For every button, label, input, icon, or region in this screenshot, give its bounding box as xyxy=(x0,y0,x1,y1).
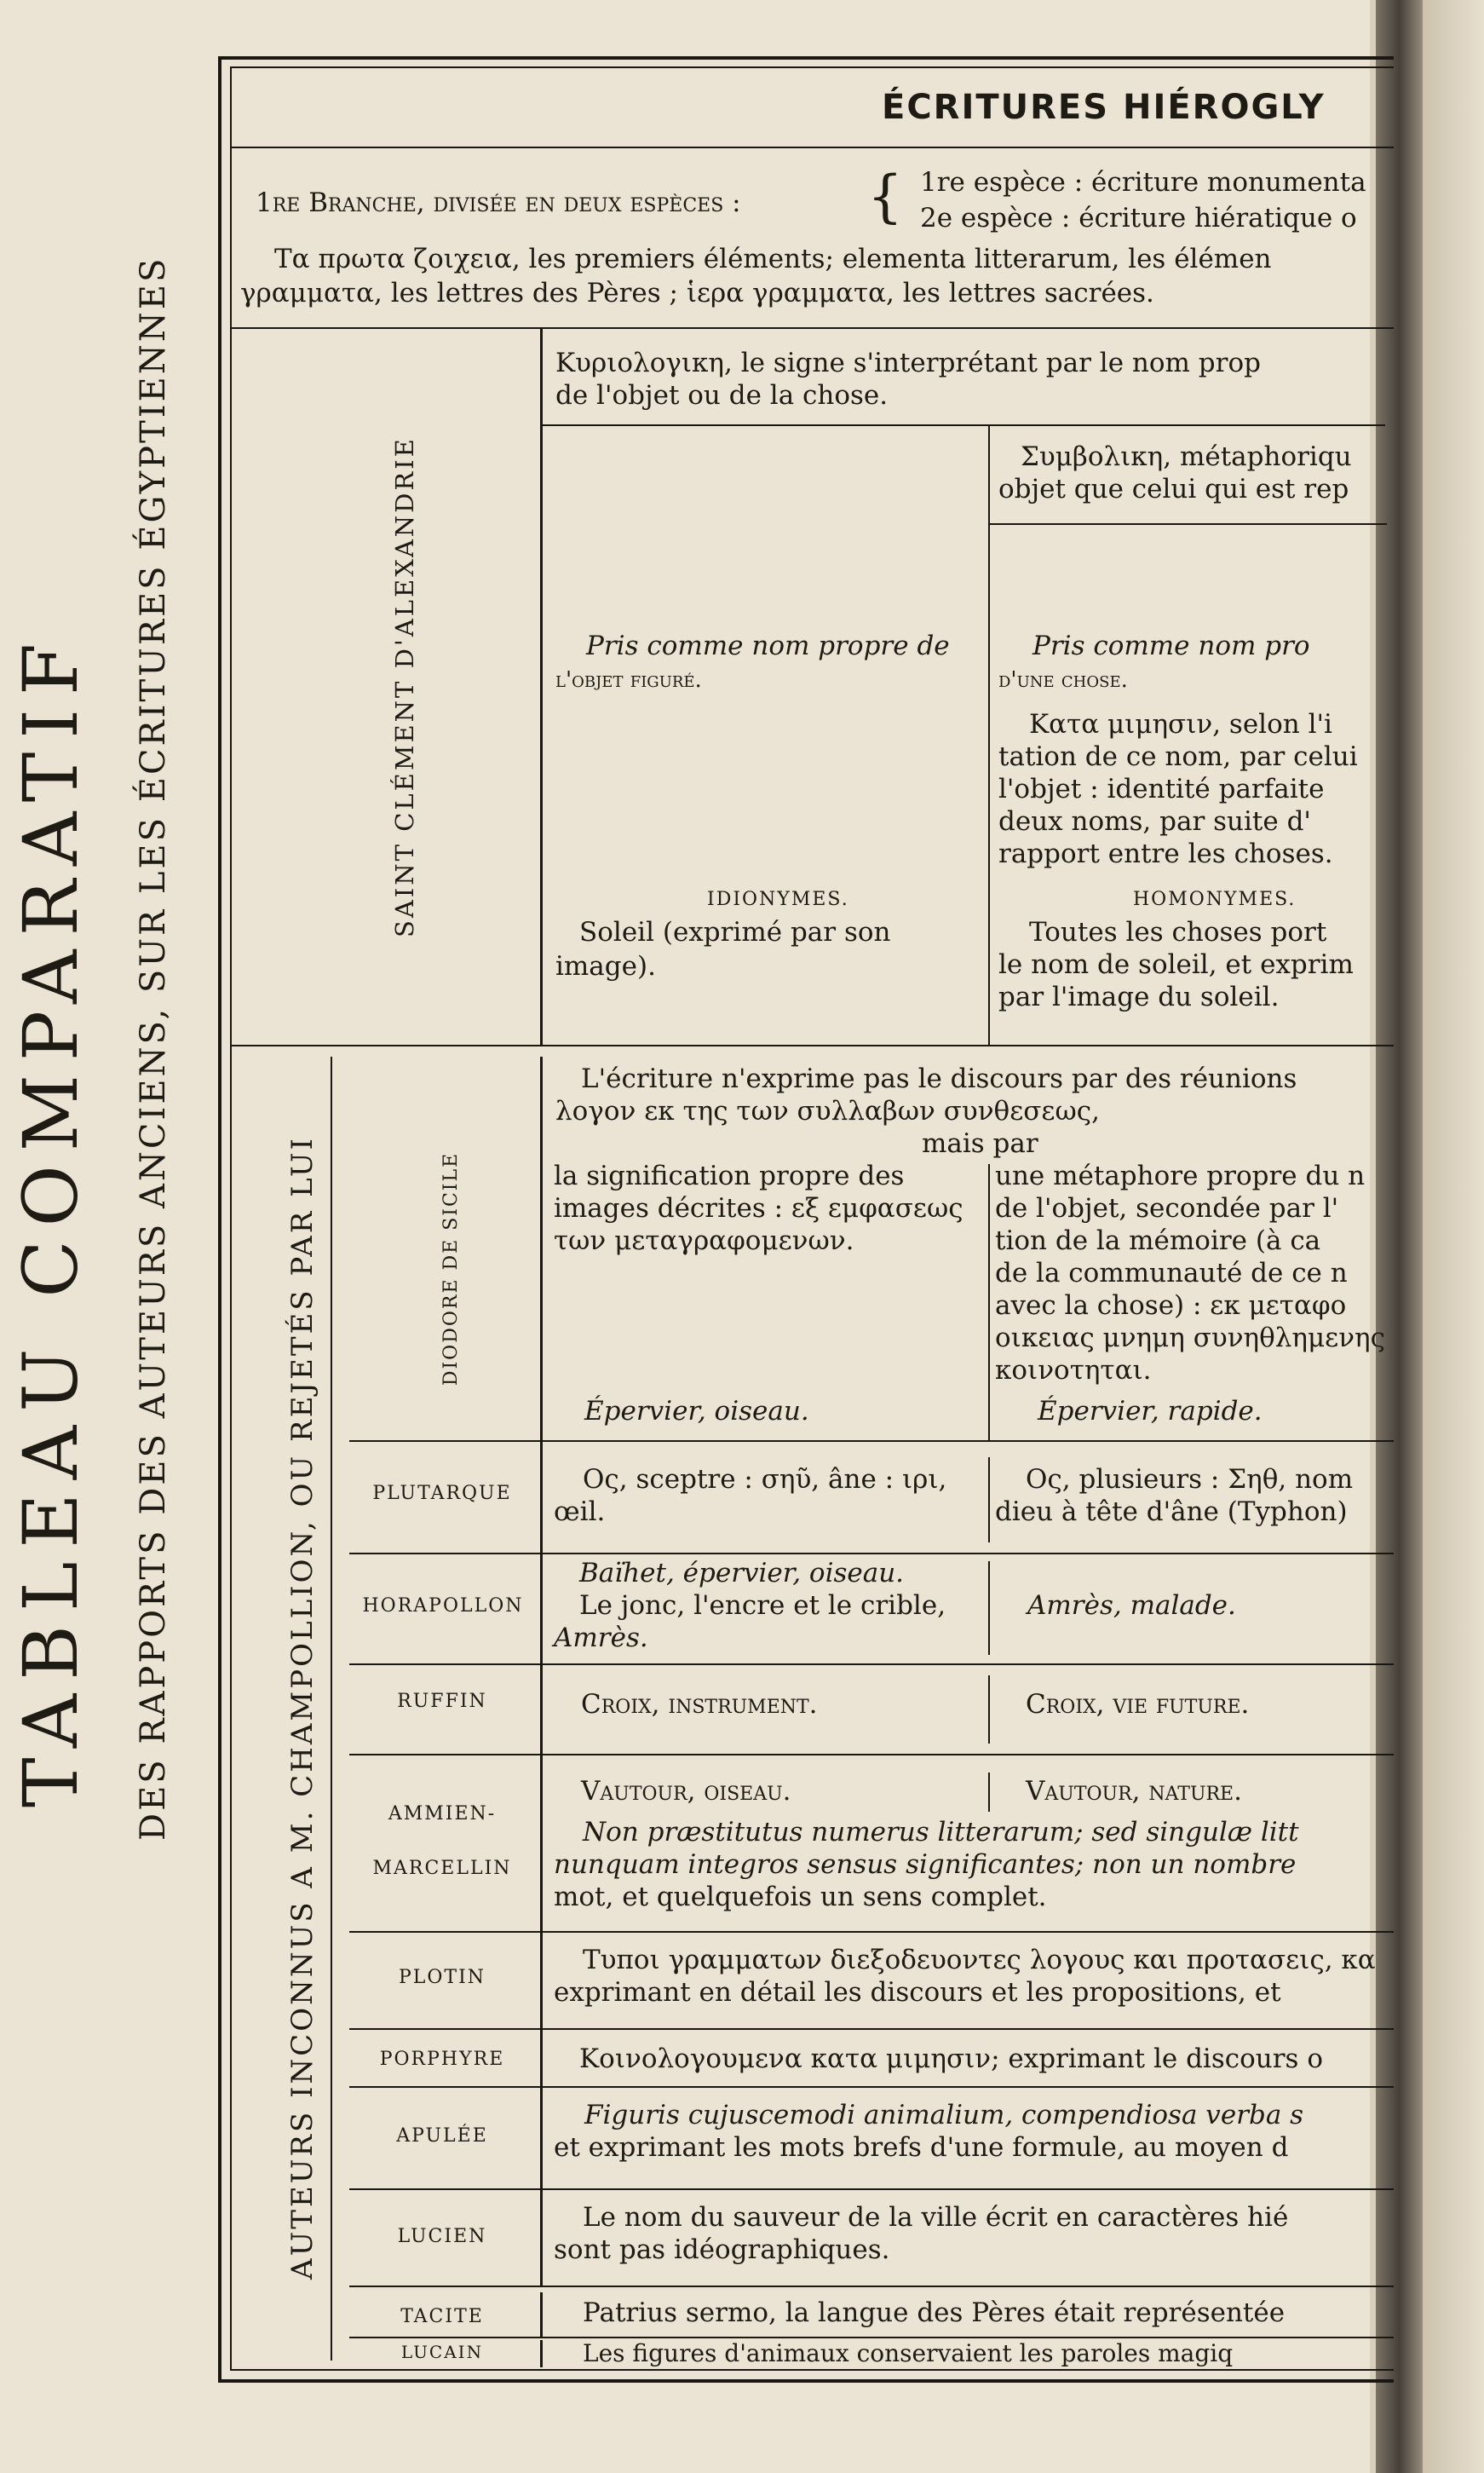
clement-right-ex-2: le nom de soleil, et exprim xyxy=(998,949,1354,980)
homonymes-heading: HOMONYMES. xyxy=(1133,889,1297,910)
plutarque-left-1: Oς, sceptre : σηῦ, âne : ιρι, xyxy=(583,1464,947,1495)
rejected-group-label: AUTEURS INCONNUS A M. CHAMPOLLION, OU REJETÉS PAR LUI xyxy=(285,1136,319,2280)
clement-bottom-rule xyxy=(230,1045,1394,1046)
ammien-rule xyxy=(349,1931,1394,1933)
porphyre-divider xyxy=(540,2030,543,2086)
row-label-apulee: APULÉE xyxy=(396,2125,488,2147)
diodore-right-5: avec la chose) : εκ μεταφο xyxy=(995,1290,1347,1321)
apulee-divider xyxy=(540,2088,543,2188)
horapollon-left-2: Le jonc, l'encre et le crible, xyxy=(579,1590,946,1621)
row-label-ruffin: RUFFIN xyxy=(397,1691,487,1712)
row-label-marcellin: MARCELLIN xyxy=(372,1858,512,1879)
row-label-lucain: LUCAIN xyxy=(400,2342,484,2362)
ammien-full-2: nunquam integros sensus significantes; non un nombre xyxy=(554,1849,1297,1880)
lucien-divider xyxy=(540,2190,543,2286)
diodore-left-1: la signification propre des xyxy=(554,1161,905,1191)
clement-right-ex-1: Toutes les choses port xyxy=(1029,917,1327,948)
apulee-rule xyxy=(349,2188,1394,2190)
diodore-right-6: οικειας μνημη συνηθλημενης xyxy=(995,1323,1385,1353)
frame-bottom-outer xyxy=(218,2379,1394,2383)
diodore-left-3: των μεταγραφομενων. xyxy=(554,1225,854,1256)
row-label-lucien: LUCIEN xyxy=(397,2226,487,2247)
plutarque-right-1: Oς, plusieurs : Σηθ, nom xyxy=(1026,1464,1354,1495)
clement-right-2: d'une chose. xyxy=(998,667,1128,693)
plutarque-left-2: œil. xyxy=(554,1496,606,1527)
diodore-right-ex: Épervier, rapide. xyxy=(1038,1396,1263,1427)
idionymes-heading: IDIONYMES. xyxy=(707,889,849,910)
ruffin-left-1: Croix, instrument. xyxy=(581,1689,818,1720)
plotin-divider xyxy=(540,1933,543,2028)
clement-left-2: l'objet figuré. xyxy=(555,667,702,693)
plutarque-col-divider xyxy=(988,1457,990,1542)
ammien-full-3: mot, et quelquefois un sens complet. xyxy=(554,1882,1047,1912)
diodore-intro-2: λογον εκ της των συλλαβων συνθεσεως, xyxy=(555,1096,1100,1127)
clement-right-p2: tation de ce nom, par celui xyxy=(998,741,1358,772)
branch-rule xyxy=(230,327,1394,329)
clement-right-p3: l'objet : identité parfaite xyxy=(998,774,1325,804)
header-rule xyxy=(230,147,1394,148)
branch-letters-line: γραμματα, les lettres des Pères ; ἱερα γραμματα, les lettres sacrées. xyxy=(240,278,1154,308)
lucien-full-1: Le nom du sauveur de la ville écrit en caractères hié xyxy=(583,2202,1289,2233)
branch-greek-line: Τα πρωτα ζοιχεια, les premiers éléments; elementa litterarum, les élémen xyxy=(274,244,1272,274)
ammien-full-1: Non præstitutus numerus litterarum; sed singulæ litt xyxy=(583,1817,1299,1848)
plotin-full-2: exprimant en détail les discours et les propositions, et xyxy=(554,1977,1281,2008)
side-title-sub: DES RAPPORTS DES AUTEURS ANCIENS, SUR LES ÉCRITURES ÉGYPTIENNES xyxy=(134,256,173,1841)
ammien-right-1: Vautour, nature. xyxy=(1026,1776,1242,1807)
plotin-full-1: Τυποι γραμματων διεξοδευοντες λογους και προτασεις, κα xyxy=(583,1945,1376,1975)
lucien-full-2: sont pas idéographiques. xyxy=(554,2234,890,2265)
diodore-right-3: tion de la mémoire (à ca xyxy=(995,1225,1321,1256)
horapollon-col-divider xyxy=(988,1561,990,1655)
frame-top-outer xyxy=(218,56,1394,60)
symbolic-line-2: objet que celui qui est rep xyxy=(998,474,1349,504)
ammien-left-1: Vautour, oiseau. xyxy=(581,1776,791,1807)
ruffin-divider xyxy=(540,1665,543,1754)
diodore-label: DIODORE DE SICILE xyxy=(440,1151,462,1386)
plutarque-rule xyxy=(349,1553,1394,1554)
ammien-divider xyxy=(540,1755,543,1931)
plutarque-right-2: dieu à tête d'âne (Typhon) xyxy=(995,1496,1348,1527)
diodore-right-2: de l'objet, secondée par l' xyxy=(995,1193,1339,1224)
side-title-main: TABLEAU COMPARATIF xyxy=(7,629,95,1808)
diodore-right-4: de la communauté de ce n xyxy=(995,1258,1348,1288)
clement-right-1: Pris comme nom pro xyxy=(1032,631,1310,661)
diodore-left-2: images décrites : εξ εμφασεως xyxy=(554,1193,963,1224)
row-label-horapollon: HORAPOLLON xyxy=(362,1595,524,1617)
plotin-rule xyxy=(349,2028,1394,2030)
clement-divider xyxy=(540,329,543,1045)
page-title: ÉCRITURES HIÉROGLY xyxy=(882,88,1326,127)
symbolic-line-1: Συμβολικη, métaphoriqu xyxy=(1021,441,1352,472)
species-brace: { xyxy=(867,164,903,229)
clement-intro-rule xyxy=(542,424,1385,426)
diodore-divider xyxy=(540,1057,543,1440)
apulee-full-2: et exprimant les mots brefs d'une formule, au moyen d xyxy=(554,2132,1289,2163)
diodore-right-1: une métaphore propre du n xyxy=(995,1161,1366,1191)
row-label-plotin: PLOTIN xyxy=(398,1967,486,1988)
diodore-left-ex: Épervier, oiseau. xyxy=(584,1396,809,1427)
clement-col-divider xyxy=(988,426,990,1045)
horapollon-left-1: Baïhet, épervier, oiseau. xyxy=(579,1558,905,1588)
ammien-col-divider xyxy=(988,1773,990,1812)
symbolic-rule xyxy=(990,523,1387,525)
tacite-divider xyxy=(540,2292,543,2337)
clement-left-1: Pris comme nom propre de xyxy=(586,631,950,661)
horapollon-divider xyxy=(540,1554,543,1663)
ruffin-rule xyxy=(349,1754,1394,1755)
clement-right-p4: deux noms, par suite d' xyxy=(998,806,1311,837)
ruffin-col-divider xyxy=(988,1675,990,1744)
clement-intro-2: de l'objet ou de la chose. xyxy=(555,380,889,411)
frame-bottom-inner xyxy=(230,2369,1394,2371)
clement-intro-1: Κυριολογικη, le signe s'interprétant par le nom prop xyxy=(555,348,1261,378)
lucain-full-1: Les figures d'animaux conservaient les paroles magiq xyxy=(583,2339,1234,2367)
frame-left-inner xyxy=(230,66,232,2371)
tacite-full-1: Patrius sermo, la langue des Pères était représentée xyxy=(583,2297,1286,2328)
rejected-bracket xyxy=(331,1057,332,2361)
horapollon-right-1: Amrès, malade. xyxy=(1027,1590,1236,1621)
row-label-porphyre: PORPHYRE xyxy=(379,2049,505,2070)
row-label-ammien: AMMIEN- xyxy=(388,1803,497,1824)
row-label-tacite: TACITE xyxy=(400,2306,484,2327)
ruffin-right-1: Croix, vie future. xyxy=(1026,1689,1250,1720)
clement-right-p5: rapport entre les choses. xyxy=(998,839,1333,869)
frame-left-outer xyxy=(218,56,221,2381)
diodore-right-7: κοινοτηται. xyxy=(995,1355,1152,1386)
porphyre-full-1: Κοινολογουμενα κατα μιμησιν; exprimant le discours o xyxy=(579,2044,1323,2074)
species-1: 1re espèce : écriture monumenta xyxy=(920,167,1366,198)
frame-top-inner xyxy=(230,66,1394,68)
horapollon-left-3: Amrès. xyxy=(554,1623,648,1653)
binding-shadow xyxy=(1376,0,1423,2473)
row-label-plutarque: PLUTARQUE xyxy=(372,1483,512,1504)
diodore-intro-1: L'écriture n'exprime pas le discours par des réunions xyxy=(581,1064,1297,1094)
clement-right-ex-3: par l'image du soleil. xyxy=(998,982,1280,1012)
diodore-bottom-rule xyxy=(349,1440,1394,1442)
apulee-full-1: Figuris cujuscemodi animalium, compendiosa verba s xyxy=(584,2100,1304,2130)
diodore-mais: mais par xyxy=(922,1128,1038,1159)
lucien-rule xyxy=(349,2286,1394,2287)
clement-left-ex-2: image). xyxy=(555,951,656,982)
clement-group-label: SAINT CLÉMENT D'ALEXANDRIE xyxy=(390,436,419,937)
diodore-col-divider xyxy=(988,1164,990,1440)
clement-right-p1: Κατα μιμησιν, selon l'i xyxy=(1029,709,1332,740)
lucain-divider xyxy=(540,2340,543,2367)
branch-label: 1re Branche, divisée en deux espèces : xyxy=(256,187,741,218)
clement-left-ex-1: Soleil (exprimé par son xyxy=(579,917,891,948)
horapollon-rule xyxy=(349,1663,1394,1665)
porphyre-rule xyxy=(349,2086,1394,2088)
species-2: 2e espèce : écriture hiératique o xyxy=(920,203,1357,233)
plutarque-divider xyxy=(540,1442,543,1553)
